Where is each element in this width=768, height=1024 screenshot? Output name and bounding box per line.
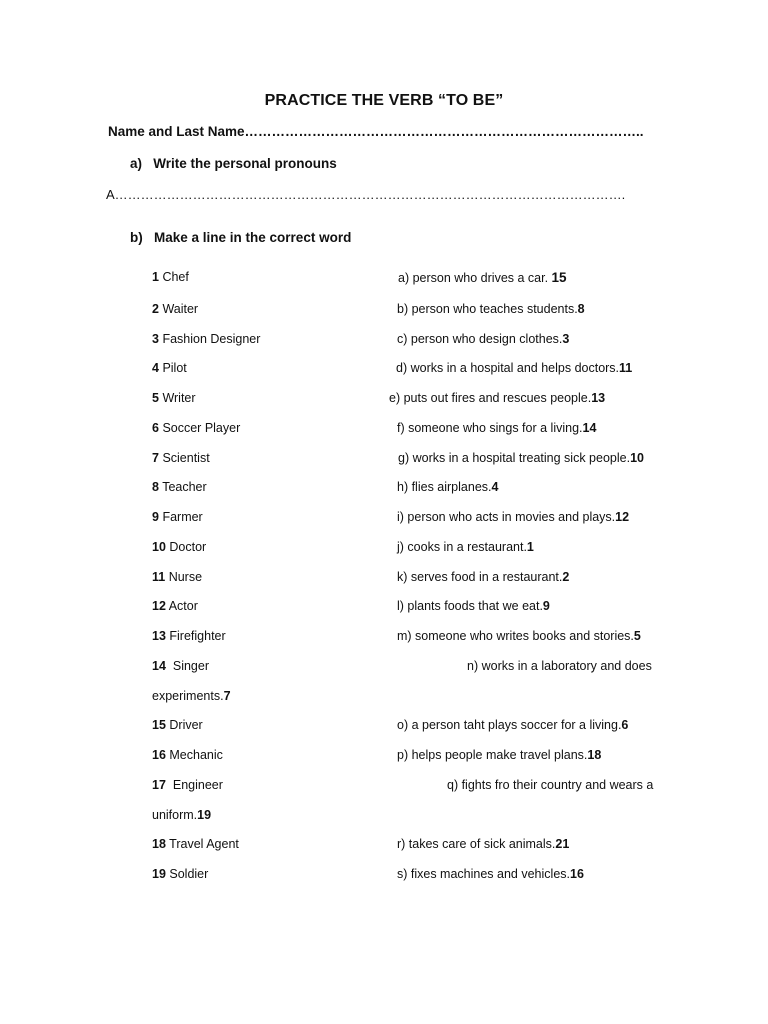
definition-continuation: experiments.7 <box>152 689 231 703</box>
profession-item: 17 Engineer <box>152 778 223 792</box>
answer-number: 19 <box>197 808 212 822</box>
profession-item: 2 Waiter <box>152 302 199 316</box>
answer-number: 10 <box>630 451 644 465</box>
definition-continuation: uniform.19 <box>152 808 212 822</box>
section-b-text: Make a line in the correct word <box>154 230 352 245</box>
definition-item: m) someone who writes books and stories.5 <box>397 629 641 643</box>
profession-item: 15 Driver <box>152 718 203 732</box>
definition-item: a) person who drives a car. 15 <box>398 270 567 285</box>
definition-item: p) helps people make travel plans.18 <box>397 748 602 762</box>
answer-line: A………………………………………………………………………………………………………. <box>106 187 626 202</box>
answer-number: 16 <box>570 867 584 881</box>
definition-item: h) flies airplanes.4 <box>397 480 499 494</box>
definition-item: d) works in a hospital and helps doctors.11 <box>396 361 633 375</box>
profession-item: 5 Writer <box>152 391 196 405</box>
section-a-marker: a) <box>130 156 143 171</box>
section-a-heading <box>130 156 337 171</box>
profession-item: 1 Chef <box>152 270 189 284</box>
profession-item: 6 Soccer Player <box>152 421 241 435</box>
definition-item: o) a person taht plays soccer for a living.6 <box>397 718 629 732</box>
section-a-text: Write the personal pronouns <box>153 156 337 171</box>
answer-number: 6 <box>621 718 629 732</box>
answer-number: 11 <box>619 361 633 375</box>
answer-number: 1 <box>526 540 534 554</box>
answer-number: 7 <box>223 689 231 703</box>
definition-item: q) fights fro their country and wears a <box>447 778 654 792</box>
profession-item: 12 Actor <box>152 599 198 613</box>
definition-item: j) cooks in a restaurant.1 <box>397 540 534 554</box>
answer-number: 2 <box>562 570 570 584</box>
definition-item: c) person who design clothes.3 <box>397 332 570 346</box>
answer-number: 4 <box>491 480 499 494</box>
answer-number: 13 <box>591 391 606 405</box>
section-b-heading <box>130 230 351 245</box>
profession-item: 7 Scientist <box>152 451 210 465</box>
answer-number: 15 <box>551 270 567 285</box>
profession-item: 11 Nurse <box>152 570 203 584</box>
definition-item: b) person who teaches students.8 <box>397 302 585 316</box>
definition-item: l) plants foods that we eat.9 <box>397 599 550 613</box>
name-field-line: Name and Last Name…………………………………………………………………………….. <box>108 124 644 139</box>
answer-number: 18 <box>587 748 602 762</box>
answer-number: 8 <box>577 302 585 316</box>
profession-item: 13 Firefighter <box>152 629 226 643</box>
answer-number: 5 <box>633 629 641 643</box>
definition-item: i) person who acts in movies and plays.12 <box>397 510 630 524</box>
definition-item: g) works in a hospital treating sick people.10 <box>398 451 644 465</box>
definition-item: n) works in a laboratory and does <box>467 659 652 673</box>
answer-number: 9 <box>542 599 550 613</box>
definition-item: s) fixes machines and vehicles.16 <box>397 867 584 881</box>
profession-item: 10 Doctor <box>152 540 207 554</box>
profession-item: 18 Travel Agent <box>152 837 239 851</box>
profession-item: 9 Farmer <box>152 510 203 524</box>
profession-item: 14 Singer <box>152 659 209 673</box>
answer-number: 21 <box>555 837 570 851</box>
profession-item: 16 Mechanic <box>152 748 223 762</box>
answer-number: 14 <box>582 421 597 435</box>
page-title: PRACTICE THE VERB “TO BE” <box>264 92 504 109</box>
answer-number: 3 <box>562 332 570 346</box>
definition-item: r) takes care of sick animals.21 <box>397 837 570 851</box>
definition-item: f) someone who sings for a living.14 <box>397 421 597 435</box>
profession-item: 4 Pilot <box>152 361 187 375</box>
profession-item: 19 Soldier <box>152 867 209 881</box>
section-b-marker: b) <box>130 230 143 245</box>
definition-item: e) puts out fires and rescues people.13 <box>389 391 606 405</box>
profession-item: 3 Fashion Designer <box>152 332 261 346</box>
definition-item: k) serves food in a restaurant.2 <box>397 570 570 584</box>
profession-item: 8 Teacher <box>152 480 207 494</box>
answer-number: 12 <box>615 510 630 524</box>
